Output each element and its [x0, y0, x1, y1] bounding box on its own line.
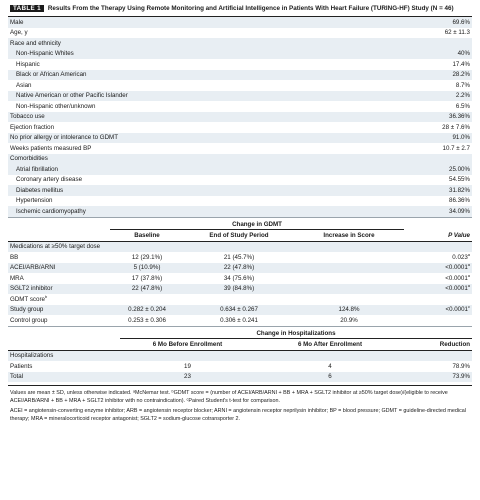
demo-row: Hispanic 17.4% — [16, 60, 470, 68]
table-caption — [10, 5, 472, 13]
table-title: Results From the Therapy Using Remote Monitoring and Artificial Intelligence in Patients With Heart Failure (TURING-HF) Study (N = 46) — [47, 5, 454, 12]
gdmt-column-header — [8, 231, 472, 242]
demographics-section — [8, 17, 472, 217]
hospitalization-section — [8, 326, 472, 383]
table-row: Patients 19 4 78.9% — [10, 362, 470, 370]
col-baseline: Baseline — [134, 232, 160, 239]
footnote-values: Values are mean ± SD, unless otherwise indicated. ᵃMcNemar test. ᵇGDMT score = (number of ACEI/ARB/ARNI + BB + MRA + SGLT2 inhibitor at ≥50% target dose)/(eligible to receive ACEI/ARB/ARNI + BB + MRA + SGLT2 inhibitor with no contraindication). ᶜPaired Student's t-test for comparison. — [10, 390, 448, 404]
hosp-column-header — [8, 340, 472, 351]
demo-row: Non-Hispanic Whites 40% — [8, 49, 472, 60]
table-row: Total 23 6 73.9% — [10, 373, 470, 381]
demo-row: Coronary artery disease 54.55% — [16, 176, 470, 184]
gdmt-group-header — [8, 218, 472, 231]
col-reduction: Reduction — [439, 341, 470, 348]
demo-row: Atrial fibrillation 25.00% — [8, 164, 472, 175]
table-label: TABLE 1 — [10, 5, 44, 12]
demo-row: Native American or other Pacific Islander 2.2% — [8, 91, 472, 102]
hosp-group-label: Change in Hospitalizations — [120, 330, 472, 339]
col-after: 6 Mo After Enrollment — [297, 341, 363, 348]
footnote-abbreviations: ACEI = angiotensin-converting enzyme inhibitor; ARB = angiotensin receptor blocker; ARNI = angiotensin receptor neprilysin inhibitor; BP = blood pressure; GDMT = guideline-directed medical therapy; MRA = mineralocorticoid receptor antagonist; SGLT2 = sodium-glucose cotransporter 2. — [10, 408, 467, 422]
gdmt-group-label: Change in GDMT — [110, 221, 404, 230]
col-increase: Increase in Score — [323, 232, 375, 239]
col-p-value: P Value — [448, 232, 470, 239]
demo-row: Hypertension 86.36% — [16, 197, 470, 205]
table-footnotes — [8, 385, 472, 423]
gdmt-section — [8, 217, 472, 326]
col-before: 6 Mo Before Enrollment — [152, 341, 223, 348]
demo-row: Ejection fraction 28 ± 7.6% — [10, 123, 470, 131]
table-row: ACEI/ARB/ARNI 5 (10.9%) 22 (47.8%) <0.0001$^a$ — [10, 262, 470, 272]
demo-row: Non-Hispanic other/unknown 6.5% — [16, 102, 470, 110]
demo-row: Comorbidities — [8, 154, 472, 165]
hosp-subheader: Hospitalizations — [8, 351, 472, 362]
demo-row: Race and ethnicity — [8, 38, 472, 49]
demo-row: Black or African American 28.2% — [8, 70, 472, 81]
table-row: Control group 0.253 ± 0.306 0.306 ± 0.241 20.9% — [10, 316, 358, 324]
gdmt-subheader: Medications at ≥50% target dose — [8, 242, 472, 253]
hosp-group-header — [8, 327, 472, 340]
demo-row: Weeks patients measured BP 10.7 ± 2.7 — [10, 144, 470, 152]
table-row: BB 12 (29.1%) 21 (45.7%) 0.023$^a$ — [10, 251, 470, 261]
demo-row: No prior allergy or intolerance to GDMT 91.0% — [10, 134, 470, 142]
table-container — [8, 5, 472, 426]
gdmt-subheader: GDMT score$^b$ — [10, 293, 48, 303]
col-end-of-study: End of Study Period — [209, 232, 269, 239]
table-row: Study group 0.282 ± 0.204 0.634 ± 0.267 124.8% <0.0001$^c$ — [10, 304, 470, 314]
table-row: SGLT2 inhibitor 22 (47.8%) 39 (84.8%) <0.0001$^a$ — [10, 283, 470, 293]
demo-row: Ischemic cardiomyopathy 34.09% — [8, 206, 472, 217]
demo-row: Age, y 62 ± 11.3 — [10, 29, 470, 37]
demo-row: Male 69.6% — [10, 18, 470, 26]
table-row: MRA 17 (37.8%) 34 (75.6%) <0.0001$^a$ — [10, 272, 470, 282]
demo-row: Tobacco use 36.36% — [10, 113, 470, 121]
demo-row: Asian 8.7% — [16, 81, 470, 89]
demo-row: Diabetes mellitus 31.82% — [8, 185, 472, 196]
